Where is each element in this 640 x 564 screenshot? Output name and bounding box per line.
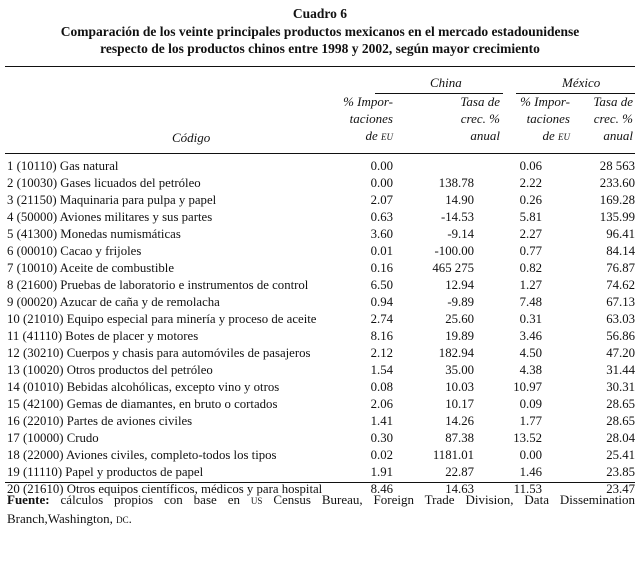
table-title-line-1: Comparación de los veinte principales productos mexicanos en el mercado estadounidense (60, 24, 580, 39)
column-header-code: Código (172, 130, 211, 145)
table-row: 5 (41300) Monedas numismáticas 3.60 -9.14 2.27 96.41 (7, 227, 635, 241)
table-row: 12 (30210) Cuerpos y chasis para automóviles de pasajeros 2.12 182.94 4.50 47.20 (7, 346, 635, 360)
bottom-rule (5, 482, 635, 483)
top-rule (5, 66, 635, 67)
column-header-china-rate: Tasa de crec. % anual (460, 94, 500, 143)
table-row: 7 (10010) Aceite de combustible 0.16 465 275 0.82 76.87 (7, 261, 635, 275)
table-row: 9 (00020) Azucar de caña y de remolacha 0.94 -9.89 7.48 67.13 (7, 295, 635, 309)
table-row: 2 (10030) Gases licuados del petróleo 0.00 138.78 2.22 233.60 (7, 176, 635, 190)
table-row: 18 (22000) Aviones civiles, completo-todos los tipos 0.02 1181.01 0.00 25.41 (7, 448, 635, 462)
table-row: 3 (21150) Maquinaria para pulpa y papel 2.07 14.90 0.26 169.28 (7, 193, 635, 207)
table-label: Cuadro 6 (292, 6, 348, 21)
table-row: 16 (22010) Partes de aviones civiles 1.41 14.26 1.77 28.65 (7, 414, 635, 428)
table-row: 4 (50000) Aviones militares y sus partes 0.63 -14.53 5.81 135.99 (7, 210, 635, 224)
mexico-group-label: México (562, 75, 601, 90)
table-row: 19 (11110) Papel y productos de papel 1.91 22.87 1.46 23.85 (7, 465, 635, 479)
table-row: 11 (41110) Botes de placer y motores 8.16 19.89 3.46 56.86 (7, 329, 635, 343)
source-note: Fuente: cálculos propios con base en us Census Bureau, Foreign Trade Division, Data Dissemination Branch,Washington, dc. (7, 492, 635, 526)
header-rule (5, 153, 635, 154)
column-header-china-pct: % Impor- taciones de eu (343, 94, 393, 143)
table-row: 8 (21600) Pruebas de laboratorio e instrumentos de control 6.50 12.94 1.27 74.62 (7, 278, 635, 292)
table-row: 1 (10110) Gas natural 0.00 0.06 28 563 (7, 159, 635, 173)
table-row: 10 (21010) Equipo especial para minería y proceso de aceite 2.74 25.60 0.31 63.03 (7, 312, 635, 326)
table-title-line-2: respecto de los productos chinos entre 1998 y 2002, según mayor crecimiento (100, 41, 540, 56)
table-row: 17 (10000) Crudo 0.30 87.38 13.52 28.04 (7, 431, 635, 445)
table-row: 6 (00010) Cacao y frijoles 0.01 -100.00 0.77 84.14 (7, 244, 635, 258)
table-row: 13 (10020) Otros productos del petróleo 1.54 35.00 4.38 31.44 (7, 363, 635, 377)
column-header-mexico-rate: Tasa de crec. % anual (593, 94, 633, 143)
table-row: 15 (42100) Gemas de diamantes, en bruto o cortados 2.06 10.17 0.09 28.65 (7, 397, 635, 411)
column-header-mexico-pct: % Impor- taciones de eu (520, 94, 570, 143)
table-row: 20 (21610) Otros equipos científicos, médicos y para hospital 8.46 14.63 11.53 23.47 (7, 482, 635, 496)
china-group-label: China (430, 75, 462, 90)
table-row: 14 (01010) Bebidas alcohólicas, excepto vino y otros 0.08 10.03 10.97 30.31 (7, 380, 635, 394)
